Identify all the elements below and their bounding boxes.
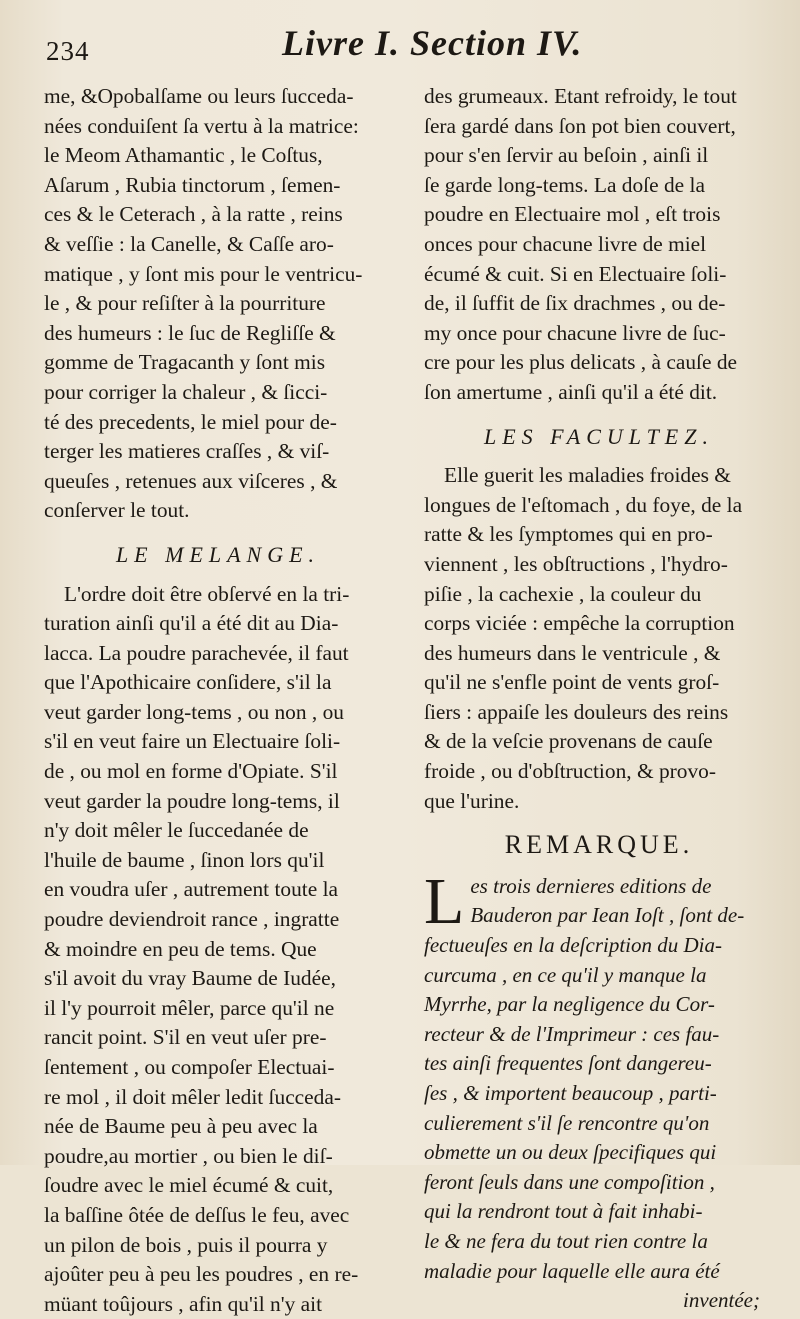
right-column bbox=[424, 82, 774, 1316]
text-line: née de Baume peu à peu avec la bbox=[44, 1112, 392, 1142]
page-number: 234 bbox=[46, 36, 90, 67]
text-line: poudre en Electuaire mol , eſt trois bbox=[424, 200, 774, 230]
left-column bbox=[44, 82, 392, 1319]
section-heading-facultez: LES FACULTEZ. bbox=[424, 422, 774, 452]
text-line: queuſes , retenues aux viſceres , & bbox=[44, 467, 392, 497]
remark-heading: REMARQUE. bbox=[424, 830, 774, 860]
text-line: culierement s'il ſe rencontre qu'on bbox=[424, 1109, 774, 1139]
text-line: s'il en veut faire un Electuaire ſoli- bbox=[44, 727, 392, 757]
text-line: le Meom Athamantic , le Coſtus, bbox=[44, 141, 392, 171]
remark-last-word: inventée; bbox=[424, 1286, 774, 1316]
remark-block bbox=[424, 872, 774, 1316]
text-line: n'y doit mêler le ſuccedanée de bbox=[44, 816, 392, 846]
text-line: fectueuſes en la deſcription du Dia- bbox=[424, 931, 774, 961]
text-line: my once pour chacune livre de ſuc- bbox=[424, 319, 774, 349]
text-line: re mol , il doit mêler ledit ſucceda- bbox=[44, 1083, 392, 1113]
text-line: matique , y ſont mis pour le ventricu- bbox=[44, 260, 392, 290]
text-line: nées conduiſent ſa vertu à la matrice: bbox=[44, 112, 392, 142]
text-line: Bauderon par Iean Ioſt , ſont de- bbox=[424, 901, 774, 931]
text-line: es trois dernieres editions de bbox=[424, 872, 774, 902]
text-line: poudre deviendroit rance , ingratte bbox=[44, 905, 392, 935]
drop-cap: L bbox=[424, 874, 464, 930]
text-line: lacca. La poudre parachevée, il faut bbox=[44, 639, 392, 669]
text-line: Elle guerit les maladies froides & bbox=[424, 461, 774, 491]
text-line: que l'Apothicaire conſidere, s'il la bbox=[44, 668, 392, 698]
text-line: recteur & de l'Imprimeur : ces fau- bbox=[424, 1020, 774, 1050]
text-line: il l'y pourroit mêler, parce qu'il ne bbox=[44, 994, 392, 1024]
text-line: ſoudre avec le miel écumé & cuit, bbox=[44, 1171, 392, 1201]
text-line: le & ne fera du tout rien contre la bbox=[424, 1227, 774, 1257]
text-line: müant toûjours , afin qu'il n'y ait bbox=[44, 1290, 392, 1319]
text-line: la baſſine ôtée de deſſus le feu, avec bbox=[44, 1201, 392, 1231]
text-line: & moindre en peu de tems. Que bbox=[44, 935, 392, 965]
section-heading-melange: LE MELANGE. bbox=[44, 540, 392, 570]
text-line: pour corriger la chaleur , & ſicci- bbox=[44, 378, 392, 408]
text-line: veut garder la poudre long-tems, il bbox=[44, 787, 392, 817]
text-line: Myrrhe, par la negligence du Cor- bbox=[424, 990, 774, 1020]
text-line: l'huile de baume , ſinon lors qu'il bbox=[44, 846, 392, 876]
text-line: corps viciée : empêche la corruption bbox=[424, 609, 774, 639]
text-line: en voudra uſer , autrement toute la bbox=[44, 875, 392, 905]
page-header bbox=[46, 22, 760, 72]
right-paragraph-2 bbox=[424, 461, 774, 816]
text-line: L'ordre doit être obſervé en la tri- bbox=[44, 580, 392, 610]
text-line: onces pour chacune livre de miel bbox=[424, 230, 774, 260]
text-line: un pilon de bois , puis il pourra y bbox=[44, 1231, 392, 1261]
text-line: écumé & cuit. Si en Electuaire ſoli- bbox=[424, 260, 774, 290]
text-line: ſiers : appaiſe les douleurs des reins bbox=[424, 698, 774, 728]
text-line: cre pour les plus delicats , à cauſe de bbox=[424, 348, 774, 378]
text-line: ſon amertume , ainſi qu'il a été dit. bbox=[424, 378, 774, 408]
text-line: & veſſie : la Canelle, & Caſſe aro- bbox=[44, 230, 392, 260]
text-line: ſe garde long-tems. La doſe de la bbox=[424, 171, 774, 201]
text-line: viennent , les obſtructions , l'hydro- bbox=[424, 550, 774, 580]
text-line: pour s'en ſervir au beſoin , ainſi il bbox=[424, 141, 774, 171]
text-line: gomme de Tragacanth y ſont mis bbox=[44, 348, 392, 378]
text-line: feront ſeuls dans une compoſition , bbox=[424, 1168, 774, 1198]
text-line: ajoûter peu à peu les poudres , en re- bbox=[44, 1260, 392, 1290]
text-line: maladie pour laquelle elle aura été bbox=[424, 1257, 774, 1287]
text-line: poudre,au mortier , ou bien le diſ- bbox=[44, 1142, 392, 1172]
text-line: ratte & les ſymptomes qui en pro- bbox=[424, 520, 774, 550]
text-line: ces & le Ceterach , à la ratte , reins bbox=[44, 200, 392, 230]
text-line: qui la rendront tout à fait inhabi- bbox=[424, 1197, 774, 1227]
text-line: froide , ou d'obſtruction, & provo- bbox=[424, 757, 774, 787]
text-line: rancit point. S'il en veut uſer pre- bbox=[44, 1023, 392, 1053]
right-paragraph-1 bbox=[424, 82, 774, 408]
text-line: veut garder long-tems , ou non , ou bbox=[44, 698, 392, 728]
running-head: Livre I. Section IV. bbox=[282, 22, 582, 64]
text-line: s'il avoit du vray Baume de Iudée, bbox=[44, 964, 392, 994]
text-line: de , ou mol en forme d'Opiate. S'il bbox=[44, 757, 392, 787]
text-line: ſes , & importent beaucoup , parti- bbox=[424, 1079, 774, 1109]
text-line: té des precedents, le miel pour de- bbox=[44, 408, 392, 438]
left-paragraph-1 bbox=[44, 82, 392, 526]
text-line: qu'il ne s'enfle point de vents groſ- bbox=[424, 668, 774, 698]
text-line: obmette un ou deux ſpecifiques qui bbox=[424, 1138, 774, 1168]
text-line: conſerver le tout. bbox=[44, 496, 392, 526]
text-line: des humeurs dans le ventricule , & bbox=[424, 639, 774, 669]
text-line: terger les matieres craſſes , & viſ- bbox=[44, 437, 392, 467]
left-paragraph-2 bbox=[44, 580, 392, 1319]
text-line: de, il ſuffit de ſix drachmes , ou de- bbox=[424, 289, 774, 319]
text-line: & de la veſcie provenans de cauſe bbox=[424, 727, 774, 757]
text-line: turation ainſi qu'il a été dit au Dia- bbox=[44, 609, 392, 639]
text-line: curcuma , en ce qu'il y manque la bbox=[424, 961, 774, 991]
text-line: le , & pour reſiſter à la pourriture bbox=[44, 289, 392, 319]
text-line: ſera gardé dans ſon pot bien couvert, bbox=[424, 112, 774, 142]
text-line: des grumeaux. Etant refroidy, le tout bbox=[424, 82, 774, 112]
text-line: Aſarum , Rubia tinctorum , ſemen- bbox=[44, 171, 392, 201]
text-line: me, &Opobalſame ou leurs ſucceda- bbox=[44, 82, 392, 112]
text-line: des humeurs : le ſuc de Regliſſe & bbox=[44, 319, 392, 349]
text-line: tes ainſi frequentes ſont dangereu- bbox=[424, 1049, 774, 1079]
text-line: longues de l'eſtomach , du foye, de la bbox=[424, 491, 774, 521]
text-line: ſentement , ou compoſer Electuai- bbox=[44, 1053, 392, 1083]
remark-text bbox=[424, 872, 774, 1286]
text-line: piſie , la cachexie , la couleur du bbox=[424, 580, 774, 610]
text-line: que l'urine. bbox=[424, 787, 774, 817]
